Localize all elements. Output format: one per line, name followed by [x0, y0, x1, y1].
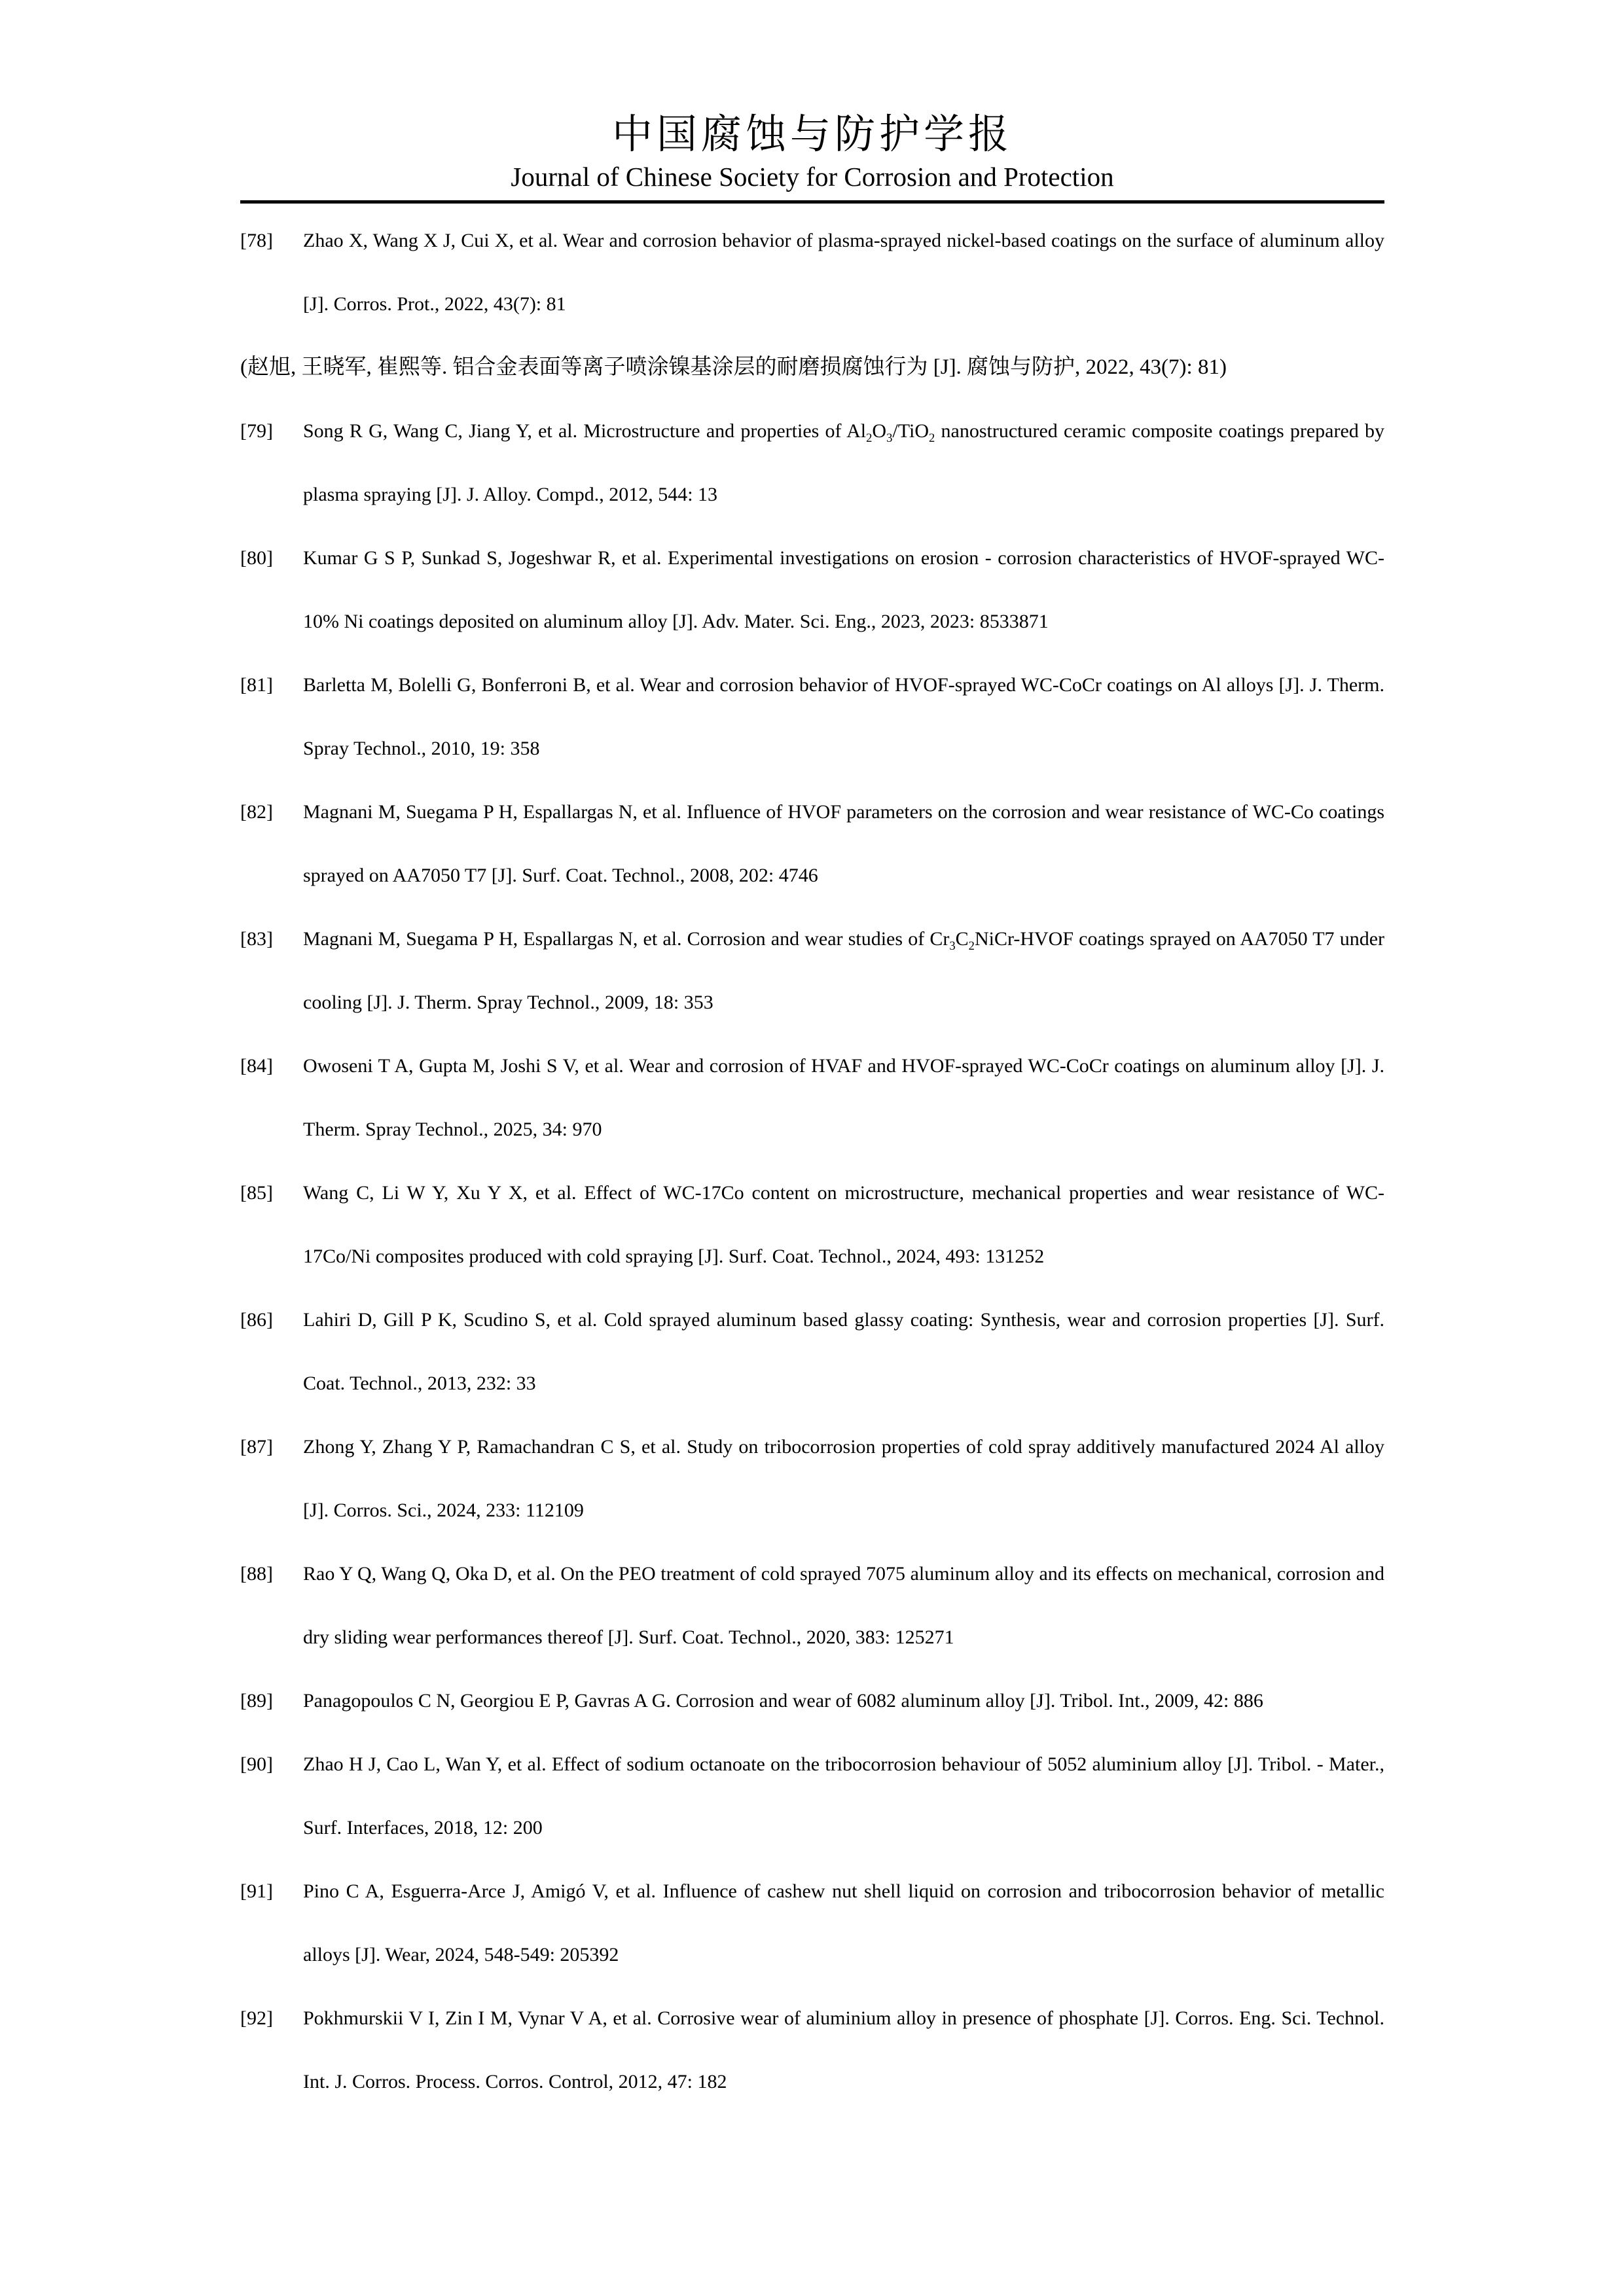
reference-entry — [240, 399, 1384, 526]
reference-number: [83] — [240, 928, 273, 950]
reference-entry — [240, 1986, 1384, 2113]
header-divider — [240, 200, 1384, 204]
journal-title-english: Journal of Chinese Society for Corrosion and Protection — [511, 162, 1114, 192]
reference-text: Panagopoulos C N, Georgiou E P, Gavras A G. Corrosion and wear of 6082 aluminum alloy [J]. Tribol. Int., 2009, 42: 886 — [303, 1690, 1263, 1712]
reference-text: Song R G, Wang C, Jiang Y, et al. Microstructure and properties of $Al_2O_3/TiO_2$ nanostructured ceramic composite coatings prepared by plasma spraying [J]. J. Alloy. Compd., 2012, 544: 13 — [303, 420, 1385, 505]
reference-text: Rao Y Q, Wang Q, Oka D, et al. On the PEO treatment of cold sprayed 7075 aluminum alloy and its effects on mechanical, corrosion and dry sliding wear performances thereof [J]. Surf. Coat. Technol., 2020, 383: 125271 — [303, 1563, 1384, 1648]
reference-number: [87] — [240, 1436, 273, 1458]
reference-number: [84] — [240, 1055, 273, 1077]
reference-text: Wang C, Li W Y, Xu Y X, et al. Effect of WC-17Co content on microstructure, mechanical properties and wear resistance of WC-17Co/Ni composites produced with cold spraying [J]. Surf. Coat. Technol., 2024, 493: 131252 — [303, 1182, 1384, 1267]
reference-entry — [240, 653, 1384, 780]
reference-text: Owoseni T A, Gupta M, Joshi S V, et al. Wear and corrosion of HVAF and HVOF-sprayed WC-CoCr coatings on aluminum alloy [J]. J. Therm. Spray Technol., 2025, 34: 970 — [303, 1055, 1384, 1140]
reference-entry — [240, 907, 1384, 1034]
chemical-subscript: 2 — [866, 431, 873, 445]
reference-list — [240, 209, 1384, 2113]
reference-text: Zhong Y, Zhang Y P, Ramachandran C S, et al. Study on tribocorrosion properties of cold spray additively manufactured 2024 Al alloy [J]. Corros. Sci., 2024, 233: 112109 — [303, 1436, 1384, 1521]
reference-entry — [240, 1034, 1384, 1161]
reference-entry — [240, 1669, 1384, 1732]
reference-number: [86] — [240, 1309, 273, 1331]
reference-number: [80] — [240, 547, 273, 569]
reference-text: Magnani M, Suegama P H, Espallargas N, et al. Influence of HVOF parameters on the corrosion and wear resistance of WC-Co coatings sprayed on AA7050 T7 [J]. Surf. Coat. Technol., 2008, 202: 4746 — [303, 801, 1384, 886]
reference-number: [89] — [240, 1690, 273, 1712]
reference-number: [82] — [240, 801, 273, 823]
reference-entry — [240, 209, 1384, 336]
reference-text: Barletta M, Bolelli G, Bonferroni B, et al. Wear and corrosion behavior of HVOF-sprayed WC-CoCr coatings on Al alloys [J]. J. Therm. Spray Technol., 2010, 19: 358 — [303, 674, 1384, 759]
chemical-subscript: 3 — [886, 431, 893, 445]
reference-entry — [240, 1415, 1384, 1542]
reference-number: [85] — [240, 1182, 273, 1204]
reference-entry — [240, 1161, 1384, 1288]
reference-text: Pino C A, Esguerra-Arce J, Amigó V, et al. Influence of cashew nut shell liquid on corrosion and tribocorrosion behavior of metallic alloys [J]. Wear, 2024, 548-549: 205392 — [303, 1880, 1384, 1965]
reference-entry — [240, 1732, 1384, 1859]
reference-number: [92] — [240, 2007, 273, 2029]
reference-number: [81] — [240, 674, 273, 696]
reference-entry — [240, 1542, 1384, 1669]
reference-entry — [240, 526, 1384, 653]
chemical-subscript: 3 — [949, 939, 956, 953]
reference-text: Pokhmurskii V I, Zin I M, Vynar V A, et al. Corrosive wear of aluminium alloy in presence of phosphate [J]. Corros. Eng. Sci. Technol. Int. J. Corros. Process. Corros. Control, 2012, 47: 182 — [303, 2007, 1384, 2092]
journal-title-chinese: 中国腐蚀与防护学报 — [611, 113, 1013, 157]
reference-text: Zhao H J, Cao L, Wan Y, et al. Effect of sodium octanoate on the tribocorrosion behaviour of 5052 aluminium alloy [J]. Tribol. - Mater., Surf. Interfaces, 2018, 12: 200 — [303, 1753, 1384, 1839]
journal-header — [240, 0, 1384, 204]
reference-chinese-translation: (赵旭, 王晓军, 崔熙等. 铝合金表面等离子喷涂镍基涂层的耐磨损腐蚀行为 [J]. 腐蚀与防护, 2022, 43(7): 81) — [240, 355, 1227, 379]
reference-text: Kumar G S P, Sunkad S, Jogeshwar R, et al. Experimental investigations on erosion - corrosion characteristics of HVOF-sprayed WC-10% Ni coatings deposited on aluminum alloy [J]. Adv. Mater. Sci. Eng., 2023, 2023: 8533871 — [303, 547, 1384, 632]
reference-number: [91] — [240, 1880, 273, 1902]
reference-text: Lahiri D, Gill P K, Scudino S, et al. Cold sprayed aluminum based glassy coating: Synthesis, wear and corrosion properties [J]. Surf. Coat. Technol., 2013, 232: 33 — [303, 1309, 1384, 1394]
reference-entry — [240, 1288, 1384, 1415]
chemical-subscript: 2 — [928, 431, 935, 445]
reference-entry — [240, 1859, 1384, 1986]
reference-text: Magnani M, Suegama P H, Espallargas N, et al. Corrosion and wear studies of $Cr_3C_2NiCr$-HVOF coatings sprayed on AA7050 T7 under cooling [J]. J. Therm. Spray Technol., 2009, 18: 353 — [303, 928, 1384, 1013]
reference-number: [79] — [240, 420, 273, 442]
reference-text: Zhao X, Wang X J, Cui X, et al. Wear and corrosion behavior of plasma-sprayed nickel-based coatings on the surface of aluminum alloy [J]. Corros. Prot., 2022, 43(7): 81 — [303, 230, 1384, 315]
reference-number: [88] — [240, 1563, 273, 1585]
reference-number: [78] — [240, 230, 273, 251]
chemical-subscript: 2 — [968, 939, 975, 953]
reference-entry — [240, 780, 1384, 907]
reference-number: [90] — [240, 1753, 273, 1775]
